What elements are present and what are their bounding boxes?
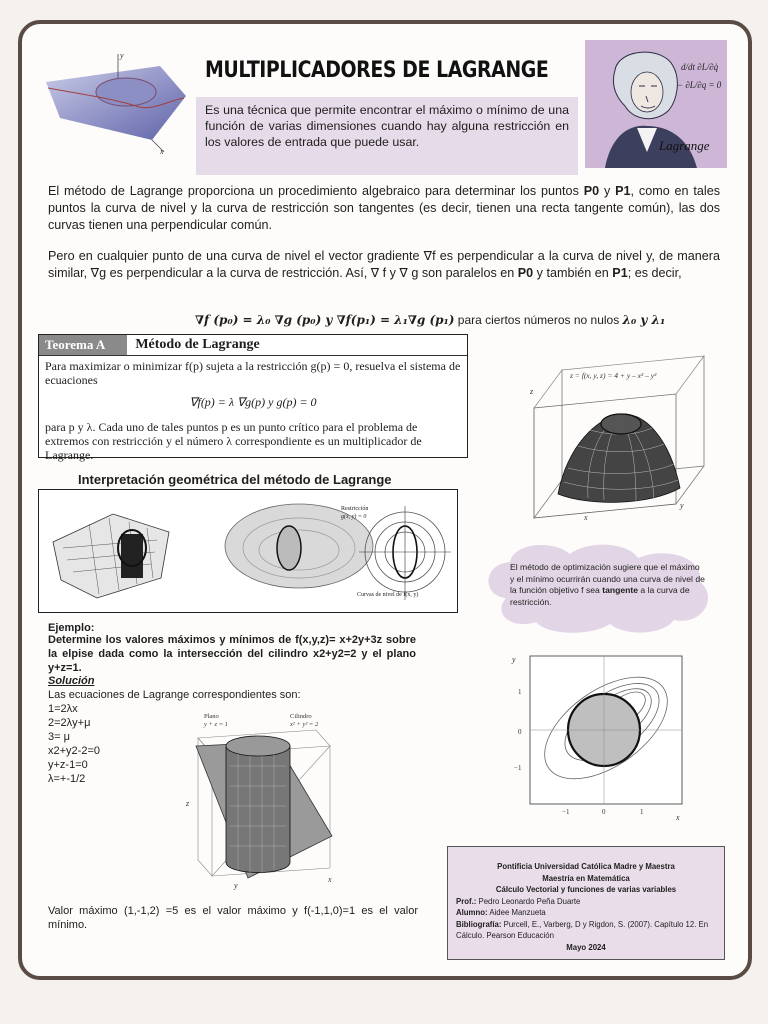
intro-box: Es una técnica que permite encontrar el máximo o mínimo de una función de varias dimensiones cuando hay alguna restricción en los valores de entrada que puede usar.	[196, 97, 578, 175]
cylinder-equation: x² + y² = 2	[290, 721, 319, 728]
svg-text:d/dt ∂L/∂q̇: d/dt ∂L/∂q̇	[681, 62, 719, 72]
professor: Prof.: Pedro Leonardo Peña Duarte	[456, 896, 581, 906]
cylinder-plane-plot	[184, 706, 340, 890]
surface-label: z = f(x, y, z) = 4 + y – x² – y²	[570, 371, 657, 380]
svg-text:y: y	[680, 501, 684, 510]
paraboloid-plot	[528, 348, 718, 526]
paragraph-gradient: Pero en cualquier punto de una curva de nivel el vector gradiente ∇f es perpendicular a la curva de nivel y, de manera similar, ∇g es perpendicular a la curva de restricción. Así, ∇ f y ∇ g son paralelos en P0 y también en P1; es decir,	[48, 249, 720, 280]
geo-label-curvas: Curvas de nivel de f(x, y)	[357, 592, 419, 598]
svg-text:x: x	[676, 813, 680, 822]
svg-text:z: z	[530, 387, 534, 396]
paragraph-method: El método de Lagrange proporciona un procedimiento algebraico para determinar los puntos P0 y P1, como en tales puntos la curva de nivel y la curva de restricción son tangentes (es decir, tienen una recta tangente común), las dos curvas tienen una perpendicular común.	[48, 184, 721, 232]
program: Maestría en Matemática	[542, 873, 630, 883]
theorem-name: Método de Lagrange	[135, 337, 260, 352]
svg-text:0: 0	[518, 728, 522, 736]
geometric-title: Interpretación geométrica del método de Lagrange	[78, 472, 392, 487]
geo-label-g: g(x, y) = 0	[341, 514, 367, 520]
theorem-formula: ∇f(p) = λ ∇g(p) y g(p) = 0	[189, 395, 317, 409]
svg-text:y: y	[234, 881, 238, 890]
theorem-line2: para p y λ. Cada uno de tales puntos p es un punto crítico para el problema de extremos con restricción y el número λ correspondiente es un multiplicador de Lagrange.	[45, 420, 422, 462]
portrait-signature: Lagrange	[659, 138, 710, 153]
svg-text:− ∂L/∂q = 0: − ∂L/∂q = 0	[677, 80, 722, 90]
svg-text:y: y	[512, 655, 516, 664]
theorem-box	[38, 334, 468, 462]
svg-text:y: y	[120, 51, 124, 60]
bibliography: Bibliografía: Purcell, E., Varberg, D y Rigdon, S. (2007). Capítulo 12. En Cálculo. Pearson Educación	[456, 919, 709, 940]
svg-text:z: z	[186, 799, 190, 808]
contour-plot	[508, 650, 690, 822]
svg-text:−1: −1	[562, 808, 570, 816]
plane-label: Plano	[204, 713, 219, 720]
svg-text:0: 0	[602, 808, 606, 816]
svg-text:x: x	[328, 875, 332, 884]
geometric-figures	[38, 489, 458, 613]
cloud-note: El método de optimización sugiere que el máximo y el mínimo ocurrirán cuando una curva de nivel de la función objetivo f sea tangente a la curva de restricción.	[510, 562, 705, 607]
svg-text:x: x	[160, 147, 164, 156]
example-result: Valor máximo (1,-1,2) =5 es el valor máximo y f(-1,1,0)=1 es el valor mínimo.	[48, 905, 418, 931]
solution-heading: Solución	[48, 675, 95, 687]
geo-label-restriccion: Restricción	[341, 506, 369, 512]
example-problem: Determine los valores máximos y mínimos de f(x,y,z)= x+2y+3z sobre la elpise dada como la intersección del cilindro x2+y2=2 y el plano y+z=1.	[48, 634, 416, 674]
cylinder-label: Cilindro	[290, 713, 312, 720]
svg-text:1: 1	[640, 808, 644, 816]
course: Cálculo Vectorial y funciones de varias variables	[495, 885, 677, 894]
surface-illustration	[40, 48, 190, 160]
page-title: MULTIPLICADORES DE LAGRANGE	[205, 58, 549, 83]
svg-text:−1: −1	[514, 764, 522, 772]
svg-text:x: x	[584, 513, 588, 522]
lagrange-equations: 1=2λx 2=2λy+μ 3= μ x2+y2-2=0 y+z-1=0 λ=+-1/2	[48, 703, 100, 785]
plane-equation: y + z = 1	[204, 721, 228, 728]
lagrange-equation: ∇f (p₀) = λ₀ ∇g (p₀) y ∇f(p₁) = λ₁∇g (p₁) para ciertos números no nulos λ₀ y λ₁	[195, 313, 666, 327]
theorem-line1: Para maximizar o minimizar f(p) sujeta a la restricción g(p) = 0, resuelva el sistema de ecuaciones	[45, 359, 461, 387]
student: Alumno: Aidee Manzueta	[456, 908, 546, 917]
university: Pontificia Universidad Católica Madre y Maestra	[497, 862, 675, 871]
example-label: Ejemplo:	[48, 622, 95, 634]
solution-intro: Las ecuaciones de Lagrange correspondientes son:	[48, 689, 301, 701]
lagrange-portrait	[585, 40, 727, 168]
theorem-tag: Teorema A	[39, 335, 127, 355]
date: Mayo 2024	[566, 942, 606, 952]
svg-text:1: 1	[518, 688, 522, 696]
credits-box	[447, 846, 725, 960]
